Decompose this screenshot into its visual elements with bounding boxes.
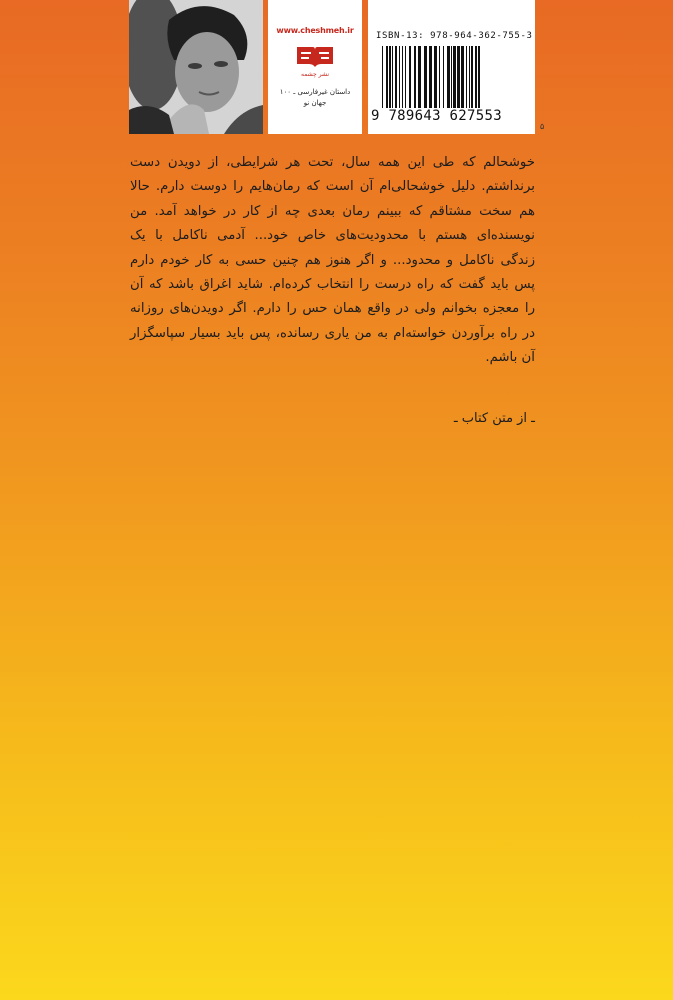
author-photo: [129, 0, 263, 134]
barcode-bar: [469, 46, 470, 108]
barcode-bar: [389, 46, 391, 108]
blurb-line: خوشحالم که طی این همه سال، تحت هر شرایطی، از دویدن دست: [130, 155, 535, 170]
barcode-bar: [434, 46, 437, 108]
author-portrait-image: [129, 0, 263, 134]
barcode-bar: [402, 46, 403, 108]
barcode-bar: [447, 46, 450, 108]
blurb-line: در راه برآوردن خواسته‌ام به من یاری رسانده، پس باید بسیار سپاسگزار: [130, 325, 535, 341]
barcode-bar: [439, 46, 440, 108]
corner-mark: ۵: [540, 122, 545, 131]
barcode-bar: [443, 46, 444, 108]
barcode-bar: [414, 46, 416, 108]
blurb-line: پس باید گفت که راه درست را انتخاب کرده‌ام. شاید اغراق باشد که آن: [130, 277, 535, 293]
barcode-bar: [471, 46, 473, 108]
blurb-source: ـ از متن کتاب ـ: [453, 411, 535, 426]
barcode-bar: [405, 46, 406, 108]
publisher-logo-icon: [295, 43, 335, 69]
barcode-digits: 9 789643 627553: [371, 108, 502, 124]
publisher-block: [268, 0, 362, 134]
barcode-bar: [478, 46, 480, 108]
blurb-line: هم سخت مشتاقم که ببینم رمان بعدی چه از کار در خواهد آمد. من: [130, 203, 535, 219]
publisher-imprint: نشر چشمه: [301, 71, 329, 78]
barcode-bar: [418, 46, 421, 108]
blurb-line: نویسنده‌ای هستم با محدودیت‌های خاص خود... آدمی ناکامل با یک: [130, 228, 535, 244]
barcode-bar: [461, 46, 464, 108]
blurb-line: زندگی ناکامل و محدود... و اگر هنوز هم چنین حسی به کار خودم دارم: [130, 252, 535, 268]
back-cover-blurb: [130, 151, 535, 371]
barcode-bar: [424, 46, 427, 108]
barcode-bars: [380, 46, 525, 108]
barcode-block: [368, 0, 535, 134]
blurb-line: برنداشتم. دلیل خوشحالی‌ام آن است که رمان‌هایم را دوست دارم. حالا: [130, 179, 535, 195]
blurb-line: را معجزه بخوانم ولی در واقع همان حس را دارم. اگر دویدن‌های روزانه: [130, 301, 535, 317]
barcode-bar: [475, 46, 477, 108]
barcode-bar: [395, 46, 397, 108]
barcode-bar: [466, 46, 467, 108]
barcode-bar: [429, 46, 432, 108]
series-name: جهان نو: [303, 99, 327, 107]
series-line: داستان غیرفارسی ـ ۱۰۰: [279, 88, 351, 96]
barcode-bar: [399, 46, 400, 108]
barcode-bar: [409, 46, 411, 108]
barcode-bar: [451, 46, 452, 108]
barcode-bar: [457, 46, 460, 108]
barcode-bar: [382, 46, 383, 108]
barcode-bar: [386, 46, 388, 108]
blurb-line: آن باشم.: [485, 350, 535, 366]
barcode-bar: [453, 46, 456, 108]
isbn-label: ISBN-13: 978-964-362-755-3: [376, 31, 533, 41]
publisher-url: www.cheshmeh.ir: [276, 26, 354, 35]
barcode-bar: [392, 46, 393, 108]
